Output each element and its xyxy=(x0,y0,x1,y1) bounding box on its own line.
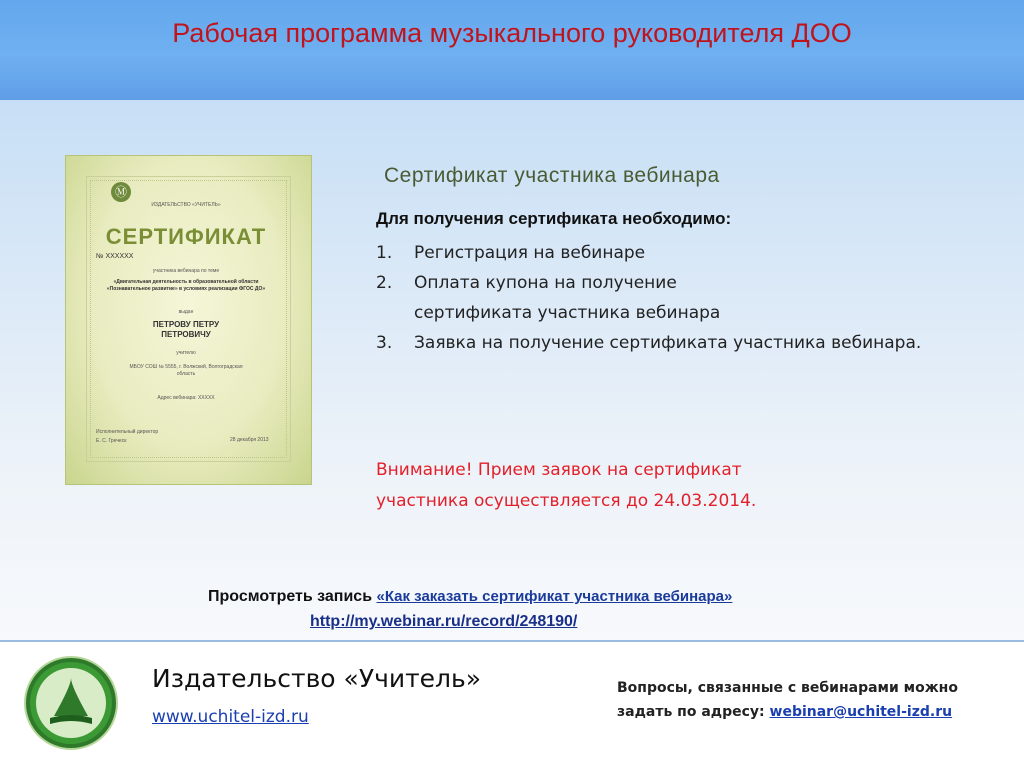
certificate-topic: «Двигательная деятельность в образовательной области «Познавательное развитие» в условиях реализации ФГОС ДО» xyxy=(106,279,266,292)
questions-block xyxy=(617,676,1017,724)
publisher-site-link[interactable]: www.uchitel-izd.ru xyxy=(152,707,309,727)
recording-label: Просмотреть запись xyxy=(208,588,373,605)
publisher-logo-icon xyxy=(24,656,118,750)
publisher-name: Издательство «Учитель» xyxy=(152,664,482,693)
certificate-logo-icon: Ⓜ xyxy=(111,182,131,202)
list-item-text: Оплата купона на получение сертификата участника вебинара xyxy=(414,273,721,323)
recording-line xyxy=(208,588,732,606)
certificate-director-name: Е. С. Греческ xyxy=(96,438,127,444)
list-item-text: Регистрация на вебинаре xyxy=(414,243,646,263)
recording-title-link[interactable]: «Как заказать сертификат участника вебинара» xyxy=(376,588,733,605)
questions-email-link[interactable]: webinar@uchitel-izd.ru xyxy=(769,704,953,720)
page-title: Рабочая программа музыкального руководителя ДОО xyxy=(172,18,852,48)
certificate-number: № XXXXXX xyxy=(96,253,134,260)
list-item-number: 2. xyxy=(376,273,393,293)
requirements-heading: Для получения сертификата необходимо: xyxy=(376,209,732,228)
certificate-title: СЕРТИФИКАТ xyxy=(105,224,267,249)
deadline-warning: Внимание! Прием заявок на сертификат участника осуществляется до 24.03.2014. xyxy=(376,460,757,511)
section-title: Сертификат участника вебинара xyxy=(384,164,720,187)
certificate-recipient: ПЕТРОВУ ПЕТРУ ПЕТРОВИЧУ xyxy=(152,320,220,339)
certificate-date: 28 декабря 2013 xyxy=(230,437,269,443)
list-item xyxy=(376,238,916,268)
list-item-number: 3. xyxy=(376,333,393,353)
certificate-address: Адрес вебинара: XXXXX xyxy=(157,395,215,401)
certificate-director: Исполнительный директор xyxy=(96,429,159,435)
questions-text: Вопросы, связанные с вебинарами можно задать по адресу: xyxy=(617,680,958,720)
certificate-line1: участника вебинара по теме xyxy=(152,268,220,274)
list-item xyxy=(376,328,939,358)
header-bar xyxy=(0,0,1024,100)
list-item xyxy=(376,268,744,328)
certificate-role: учителю xyxy=(176,350,196,356)
list-item-text: Заявка на получение сертификата участника вебинара. xyxy=(414,333,922,353)
list-item-number: 1. xyxy=(376,243,393,263)
certificate-border xyxy=(86,176,291,462)
requirements-list xyxy=(376,238,922,358)
recording-url-link[interactable]: http://my.webinar.ru/record/248190/ xyxy=(310,613,578,630)
certificate-publisher: ИЗДАТЕЛЬСТВО «УЧИТЕЛЬ» xyxy=(151,202,221,208)
certificate-school: МБОУ СОШ № 5555, г. Волжский, Волгоградская область xyxy=(129,364,243,377)
certificate-issued: выдан xyxy=(178,309,194,315)
